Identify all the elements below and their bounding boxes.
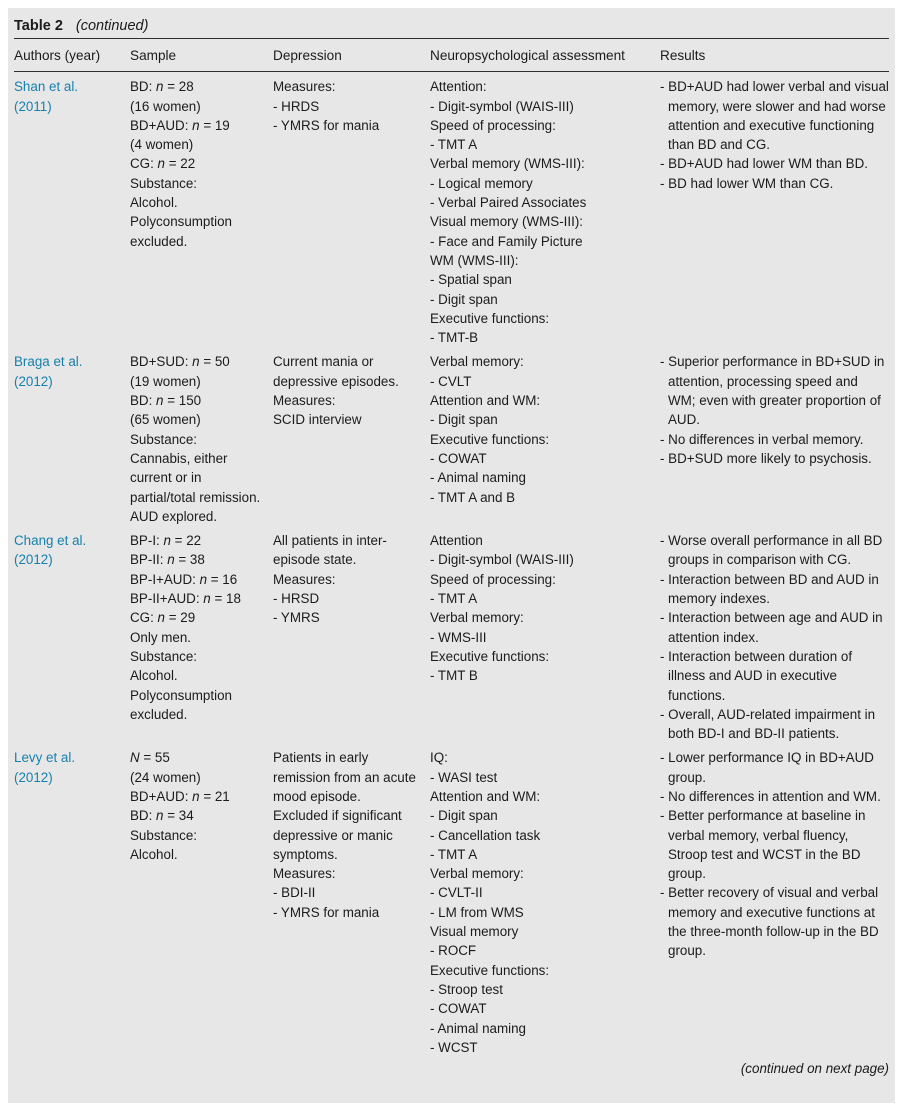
sample-cell: [130, 72, 273, 348]
cell-line: (19 women): [130, 373, 201, 389]
cell-line: - CVLT-II: [430, 885, 483, 901]
cell-line: Speed of processing:: [430, 571, 556, 587]
cell-line: BD+AUD: n = 21: [130, 788, 230, 804]
cell-line: Visual memory (WMS-III):: [430, 214, 584, 230]
cell-line: - BD had lower WM than CG.: [660, 175, 834, 191]
cell-line: (16 women): [130, 98, 201, 114]
cell-line: - Cancellation task: [430, 827, 541, 843]
cell-line: All patients in inter-episode state.: [273, 533, 387, 568]
cell-line: Measures:: [273, 79, 336, 95]
cell-line: Measures:: [273, 866, 336, 882]
cell-line: Attention: [430, 533, 483, 549]
study-comparison-table: [14, 39, 889, 1057]
cell-line: - YMRS for mania: [273, 904, 380, 920]
cell-line: - Digit span: [430, 412, 498, 428]
cell-line: Executive functions:: [430, 431, 550, 447]
cell-line: - Verbal Paired Associates: [430, 195, 587, 211]
results-cell: [660, 526, 889, 743]
cell-line: - Overall, AUD-related impairment in both BD-I and BD-II patients.: [660, 706, 876, 742]
table-header-row: [14, 39, 889, 72]
column-header-depression: Depression: [273, 39, 430, 72]
cell-line: - Interaction between BD and AUD in memory indexes.: [660, 571, 879, 607]
cell-line: - COWAT: [430, 450, 487, 466]
author-link-line[interactable]: (2012): [14, 373, 53, 389]
cell-line: - TMT-B: [430, 330, 479, 346]
cell-line: Measures:: [273, 393, 336, 409]
cell-line: - WMS-III: [430, 629, 487, 645]
cell-line: - TMT A: [430, 137, 478, 153]
cell-line: - WASI test: [430, 769, 498, 785]
cell-line: Verbal memory:: [430, 354, 524, 370]
author-citation-link[interactable]: [14, 526, 130, 743]
cell-line: Current mania or depressive episodes.: [273, 354, 399, 389]
cell-line: BP-II+AUD: n = 18: [130, 591, 241, 607]
table-number-label: Table 2: [14, 18, 63, 34]
cell-line: - BD+SUD more likely to psychosis.: [660, 450, 872, 466]
cell-line: - WCST: [430, 1039, 478, 1055]
cell-line: Polyconsumption excluded.: [130, 687, 232, 722]
cell-line: Alcohol.: [130, 195, 178, 211]
cell-line: Alcohol.: [130, 668, 178, 684]
cell-line: - ROCF: [430, 943, 477, 959]
cell-line: N = 55: [130, 750, 170, 766]
cell-line: Verbal memory:: [430, 866, 524, 882]
cell-line: Substance:: [130, 827, 197, 843]
author-citation-link[interactable]: [14, 347, 130, 526]
author-link-line[interactable]: (2011): [14, 98, 52, 114]
cell-line: - Digit-symbol (WAIS-III): [430, 98, 574, 114]
cell-line: - No differences in attention and WM.: [660, 788, 881, 804]
results-cell: [660, 743, 889, 1057]
study-row: [14, 743, 889, 1057]
cell-line: - TMT A: [430, 591, 478, 607]
cell-line: - CVLT: [430, 373, 472, 389]
cell-line: Attention and WM:: [430, 788, 541, 804]
depression-cell: [273, 743, 430, 1057]
cell-line: - Interaction between duration of illness and AUD in executive functions.: [660, 648, 853, 703]
column-header-results: Results: [660, 39, 889, 72]
author-link-line[interactable]: (2012): [14, 769, 53, 785]
cell-line: - No differences in verbal memory.: [660, 431, 864, 447]
cell-line: (65 women): [130, 412, 201, 428]
cell-line: Executive functions:: [430, 962, 550, 978]
cell-line: - HRSD: [273, 591, 320, 607]
cell-line: BD: n = 28: [130, 79, 194, 95]
cell-line: BD+SUD: n = 50: [130, 354, 230, 370]
cell-line: - LM from WMS: [430, 904, 524, 920]
table-continued-label: (continued): [75, 18, 149, 34]
cell-line: - Animal naming: [430, 470, 527, 486]
cell-line: Only men.: [130, 629, 192, 645]
cell-line: Executive functions:: [430, 648, 550, 664]
author-citation-link[interactable]: [14, 743, 130, 1057]
cell-line: - BD+AUD had lower WM than BD.: [660, 156, 868, 172]
sample-cell: [130, 526, 273, 743]
cell-line: - Interaction between age and AUD in attention index.: [660, 610, 883, 645]
cell-line: - BDI-II: [273, 885, 316, 901]
cell-line: BD: n = 150: [130, 393, 202, 409]
cell-line: Speed of processing:: [430, 117, 556, 133]
cell-line: AUD explored.: [130, 508, 218, 524]
study-row: [14, 526, 889, 743]
cell-line: IQ:: [430, 750, 448, 766]
cell-line: - Spatial span: [430, 272, 512, 288]
depression-cell: [273, 72, 430, 348]
author-link-line[interactable]: Shan et al.: [14, 79, 79, 95]
cell-line: - YMRS for mania: [273, 117, 380, 133]
cell-line: Patients in early remission from an acute mood episode.: [273, 750, 416, 804]
cell-line: Excluded if significant depressive or manic symptoms.: [273, 808, 402, 862]
cell-line: Attention and WM:: [430, 393, 541, 409]
results-cell: [660, 347, 889, 526]
cell-line: - HRDS: [273, 98, 320, 114]
cell-line: SCID interview: [273, 412, 362, 428]
table-title: [14, 17, 889, 39]
cell-line: Alcohol.: [130, 846, 178, 862]
cell-line: - Lower performance IQ in BD+AUD group.: [660, 750, 874, 785]
assessment-cell: [430, 526, 660, 743]
cell-line: - COWAT: [430, 1001, 487, 1017]
cell-line: (24 women): [130, 769, 201, 785]
sample-cell: [130, 743, 273, 1057]
assessment-cell: [430, 347, 660, 526]
cell-line: CG: n = 29: [130, 610, 196, 626]
cell-line: (4 women): [130, 137, 194, 153]
study-row: [14, 347, 889, 526]
column-header-sample: Sample: [130, 39, 273, 72]
cell-line: Polyconsumption excluded.: [130, 214, 232, 249]
cell-line: - Worse overall performance in all BD groups in comparison with CG.: [660, 533, 883, 568]
author-link-line[interactable]: (2012): [14, 552, 53, 568]
author-citation-link[interactable]: [14, 72, 130, 348]
cell-line: - BD+AUD had lower verbal and visual memory, were slower and had worse attention and executive functioning than BD and CG.: [660, 79, 889, 153]
cell-line: - Logical memory: [430, 175, 533, 191]
depression-cell: [273, 526, 430, 743]
cell-line: - TMT B: [430, 668, 478, 684]
cell-line: Executive functions:: [430, 310, 550, 326]
column-header-assessment: Neuropsychological assessment: [430, 39, 660, 72]
cell-line: - Digit-symbol (WAIS-III): [430, 552, 574, 568]
cell-line: Substance:: [130, 175, 197, 191]
cell-line: Visual memory: [430, 924, 519, 940]
cell-line: - Animal naming: [430, 1020, 527, 1036]
cell-line: - Better recovery of visual and verbal memory and executive functions at the three-month follow-up in the BD group.: [660, 885, 879, 959]
assessment-cell: [430, 72, 660, 348]
cell-line: WM (WMS-III):: [430, 252, 519, 268]
results-cell: [660, 72, 889, 348]
author-link-line[interactable]: Levy et al.: [14, 750, 76, 766]
cell-line: Substance:: [130, 431, 197, 447]
cell-line: CG: n = 22: [130, 156, 196, 172]
cell-line: BD: n = 34: [130, 808, 194, 824]
cell-line: Verbal memory:: [430, 610, 524, 626]
author-link-line[interactable]: Chang et al.: [14, 533, 87, 549]
cell-line: - Better performance at baseline in verbal memory, verbal fluency, Stroop test and WCST in the BD group.: [660, 808, 866, 882]
cell-line: - Face and Family Picture: [430, 233, 583, 249]
cell-line: - Stroop test: [430, 981, 503, 997]
cell-line: Measures:: [273, 571, 336, 587]
column-header-authors: Authors (year): [14, 39, 130, 72]
cell-line: Verbal memory (WMS-III):: [430, 156, 585, 172]
table-body: [14, 72, 889, 1057]
cell-line: BD+AUD: n = 19: [130, 117, 230, 133]
cell-line: - TMT A: [430, 846, 478, 862]
cell-line: Attention:: [430, 79, 487, 95]
cell-line: - Digit span: [430, 808, 498, 824]
table-sheet: [8, 8, 895, 1103]
author-link-line[interactable]: Braga et al.: [14, 354, 83, 370]
depression-cell: [273, 347, 430, 526]
cell-line: - YMRS: [273, 610, 320, 626]
cell-line: BP-I: n = 22: [130, 533, 202, 549]
study-row: [14, 72, 889, 348]
continued-on-next-page-note: (continued on next page): [740, 1061, 889, 1077]
cell-line: - TMT A and B: [430, 489, 516, 505]
cell-line: - Digit span: [430, 291, 498, 307]
assessment-cell: [430, 743, 660, 1057]
cell-line: - Superior performance in BD+SUD in attention, processing speed and WM; even with greater proportion of AUD.: [660, 354, 885, 428]
cell-line: Cannabis, either current or in partial/total remission.: [130, 450, 261, 505]
cell-line: Substance:: [130, 648, 197, 664]
cell-line: BP-II: n = 38: [130, 552, 205, 568]
cell-line: BP-I+AUD: n = 16: [130, 571, 238, 587]
sample-cell: [130, 347, 273, 526]
